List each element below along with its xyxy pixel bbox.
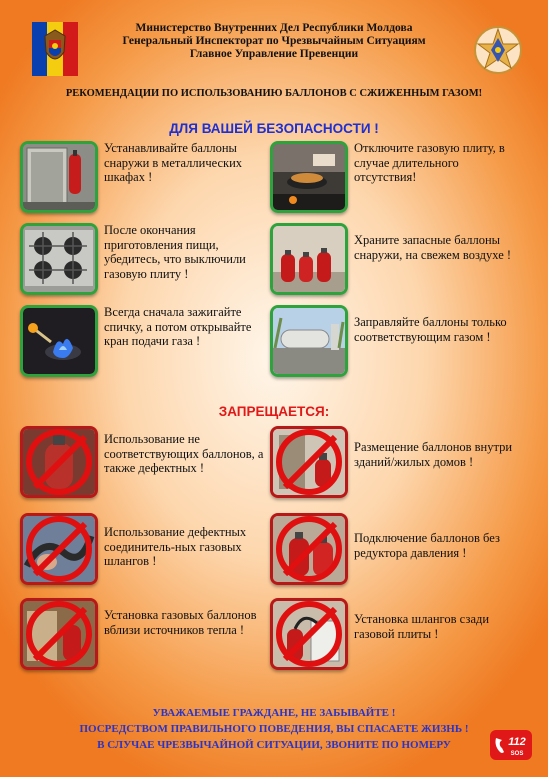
safety-item-text: Всегда сначала зажигайте спичку, а потом открывайте кран подачи газа ! <box>104 305 252 348</box>
footer-reminder: УВАЖАЕМЫЕ ГРАЖДАНЕ, НЕ ЗАБЫВАЙТЕ ! <box>152 707 396 719</box>
gas-burners-photo-icon <box>20 223 98 295</box>
forbidden-item-text: Подключение баллонов без редуктора давления ! <box>354 531 500 560</box>
main-title: РЕКОМЕНДАЦИИ ПО ИСПОЛЬЗОВАНИЮ БАЛЛОНОВ С СЖИЖЕННЫМ ГАЗОМ! <box>65 88 483 99</box>
emergency-sos-label: SOS <box>510 751 524 757</box>
safety-item-text: Отключите газовую плиту, в случае длительного отсутствия! <box>354 141 505 184</box>
forbidden-item <box>20 426 270 500</box>
forbidden-item <box>270 598 520 672</box>
safety-item-text: После окончания приготовления пищи, убедитесь, что выключили газовую плиту ! <box>104 223 246 281</box>
match-flame-photo-icon <box>20 305 98 377</box>
header-inspectorate: Генеральный Инспекторат по Чрезвычайным Ситуациям <box>122 35 426 47</box>
forbidden-item <box>270 426 520 500</box>
safety-item <box>20 305 270 379</box>
hose-behind-stove-photo-icon <box>270 598 348 670</box>
header-ministry: Министерство Внутренних Дел Республики Молдова <box>135 22 413 34</box>
emergency-112-icon <box>490 730 532 760</box>
no-regulator-photo-icon <box>270 513 348 585</box>
defective-cylinder-photo-icon <box>20 426 98 498</box>
heat-source-photo-icon <box>20 598 98 670</box>
footer-emergency-call: В СЛУЧАЕ ЧРЕЗВЫЧАЙНОЙ СИТУАЦИИ, ЗВОНИТЕ ПО НОМЕРУ <box>97 739 451 751</box>
forbidden-item-text: Использование не соответствующих баллонов, а также дефектных ! <box>104 432 264 475</box>
safety-item <box>270 223 520 297</box>
gas-station-photo-icon <box>270 305 348 377</box>
emergency-number: 112 <box>508 736 526 748</box>
forbidden-item <box>20 513 270 587</box>
forbidden-item-text: Размещение баллонов внутри зданий/жилых домов ! <box>354 440 513 469</box>
indoor-cylinder-photo-icon <box>270 426 348 498</box>
forbidden-item <box>20 598 270 672</box>
safety-item <box>270 141 520 215</box>
header-directorate: Главное Управление Превенции <box>189 48 359 60</box>
stove-cooking-photo-icon <box>270 141 348 213</box>
safety-item-text: Заправляйте баллоны только соответствующим газом ! <box>354 315 507 344</box>
safety-section-title: ДЛЯ ВАШЕЙ БЕЗОПАСНОСТИ ! <box>169 121 379 136</box>
safety-item <box>20 141 270 215</box>
safety-item-text: Устанавливайте баллоны снаружи в металлических шкафах ! <box>104 141 243 184</box>
header <box>0 22 548 61</box>
safety-item <box>20 223 270 297</box>
forbidden-section-title: ЗАПРЕЩАЕТСЯ: <box>218 404 330 419</box>
safety-item-text: Храните запасные баллоны снаружи, на свежем воздухе ! <box>354 233 512 262</box>
spare-cylinders-photo-icon <box>270 223 348 295</box>
gas-cylinder-cabinet-photo-icon <box>20 141 98 213</box>
footer-save-lives: ПОСРЕДСТВОМ ПРАВИЛЬНОГО ПОВЕДЕНИЯ, ВЫ СПАСАЕТЕ ЖИЗНЬ ! <box>79 723 469 735</box>
footer <box>0 705 548 753</box>
forbidden-item-text: Установка газовых баллонов вблизи источников тепла ! <box>104 608 257 637</box>
forbidden-item-text: Использование дефектных соединитель-ных газовых шлангов ! <box>104 525 247 568</box>
defective-hose-photo-icon <box>20 513 98 585</box>
forbidden-item-text: Установка шлангов сзади газовой плиты ! <box>354 612 490 641</box>
forbidden-item <box>270 513 520 587</box>
safety-item <box>270 305 520 379</box>
